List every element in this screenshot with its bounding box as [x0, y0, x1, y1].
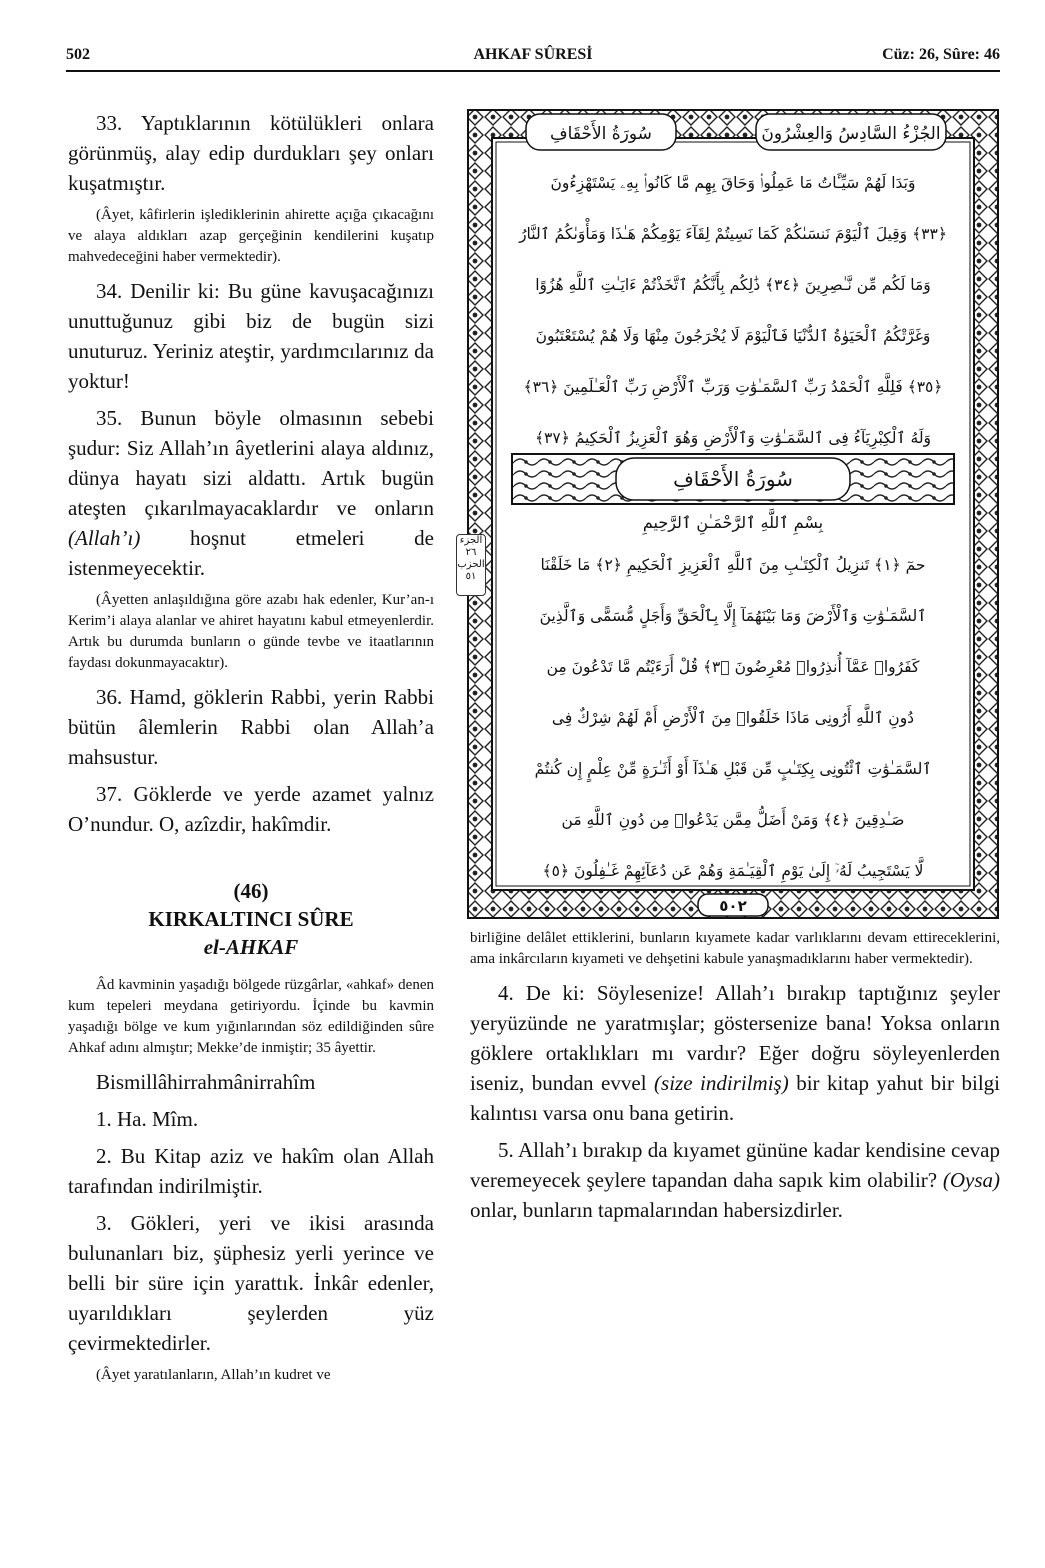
- verse-33: 33. Yaptıklarının kötülükleri onlara görünmüş, alay edip durdukları şey onları kuşatmıştır.: [68, 111, 434, 195]
- ar-line-11: ٱلسَّمَـٰوَٰتِ ٱئْتُونِى بِكِتَـٰبٍ مِّن قَبْلِ هَـٰذَآ أَوْ أَثَـٰرَةٍ مِّنْ عِلْمٍ إِن كُنتُمْ: [534, 760, 932, 778]
- sure-number: (46): [233, 879, 269, 903]
- verse-5: [470, 1135, 1000, 1225]
- verse-4-a: 4. De ki: Söylesenize! Allah’ı bırakıp taptığınız şeyler yeryüzünde ne yaratmışlar; göstersenize bana! Yoksa onların göklere ortaklıkları mı vardır? Eğer doğru söyleyenlerden iseniz, bundan evvel: [470, 981, 1000, 1095]
- verse-4-b: bir kitap yahut bir bilgi kalıntısı varsa onu bana getirin.: [470, 1071, 1000, 1125]
- hizb-marker: الجزء ٢٦ الحزب ٥١: [456, 534, 486, 596]
- page-header: [66, 46, 1000, 70]
- note-33: (Âyet, kâfirlerin işlediklerinin ahirette açığa çıkacağını ve alaya aldıkları azap gerçeğinin kendilerini kuşatıp mahvedeceğini haber vermektedir).: [68, 207, 434, 265]
- verse-1: 1. Ha. Mîm.: [96, 1107, 199, 1131]
- note-3-cont: birliğine delâlet ettiklerini, bunların kıyamete kadar varlıklarını devam ettireceklerini, ama inkârcıların kıyameti ve dehşetini kabule yanaşmadıklarını haber vermektedir).: [470, 930, 1000, 967]
- verse-2: 2. Bu Kitap aziz ve hakîm olan Allah tarafından indirilmiştir.: [68, 1144, 434, 1198]
- page-number: 502: [66, 46, 90, 63]
- page-title: AHKAF SÛRESİ: [473, 46, 593, 63]
- note-35: (Âyetten anlaşıldığına göre azabı hak edenler, Kur’an-ı Kerim’i alaya alanlar ve ahiret hayatını kabul etmeyenlerdir. Artık bu durumda bunların o günde tevbe ve itaatlarının faydası dokunmayacaktır).: [68, 592, 434, 671]
- ar-line-13: لَّا يَسْتَجِيبُ لَهُۥٓ إِلَىٰ يَوْمِ ٱلْقِيَـٰمَةِ وَهُمْ عَن دُعَآئِهِمْ غَـٰفِلُونَ ﴿٥﴾: [542, 862, 924, 880]
- verse-36: 36. Hamd, göklerin Rabbi, yerin Rabbi bütün âlemlerin Rabbi olan Allah’a mahsustur.: [68, 685, 434, 769]
- header-rule: [66, 70, 1000, 72]
- verse-3: 3. Gökleri, yeri ve ikisi arasında bulunanları biz, şüphesiz yerli yerince ve belli bir süre için yarattık. İnkâr edenler, uyarıldıkları şeylerden yüz çevirmektedirler.: [68, 1211, 434, 1355]
- juz-label-ar: الجُزْءُ السَّادِسُ وَالعِشْرُونَ: [761, 124, 941, 144]
- mushaf-page: [466, 108, 1000, 920]
- ar-line-8: ٱلسَّمَـٰوَٰتِ وَٱلْأَرْضَ وَمَا بَيْنَهُمَآ إِلَّا بِٱلْحَقِّ وَأَجَلٍ مُّسَمًّى وَٱلَّذِينَ: [539, 607, 927, 625]
- left-column: [68, 108, 434, 1394]
- ar-line-10: دُونِ ٱللَّهِ أَرُونِى مَاذَا خَلَقُوا۟ مِنَ ٱلْأَرْضِ أَمْ لَهُمْ شِرْكٌ فِى: [551, 709, 915, 727]
- ar-line-5: ﴿٣٥﴾ فَلِلَّهِ ٱلْحَمْدُ رَبِّ ٱلسَّمَـٰوَٰتِ وَرَبِّ ٱلْأَرْضِ رَبِّ ٱلْعَـٰلَمِينَ ﴿٣٦﴾: [523, 378, 943, 396]
- verse-5-a: 5. Allah’ı bırakıp da kıyamet gününe kadar kendisine cevap veremeyecek şeylere tapandan daha sapık kim olabilir?: [470, 1138, 1000, 1192]
- verse-4: [470, 978, 1000, 1128]
- ar-line-4: وَغَرَّتْكُمُ ٱلْحَيَوٰةُ ٱلدُّنْيَا فَٱلْيَوْمَ لَا يُخْرَجُونَ مِنْهَا وَلَا هُمْ يُسْتَعْتَبُونَ: [535, 327, 931, 345]
- ar-line-12: صَـٰدِقِينَ ﴿٤﴾ وَمَنْ أَضَلُّ مِمَّن يَدْعُوا۟ مِن دُونِ ٱللَّهِ مَن: [561, 811, 905, 829]
- ar-line-2: ﴿٣٣﴾ وَقِيلَ ٱلْيَوْمَ نَنسَىٰكُمْ كَمَا نَسِيتُمْ لِقَآءَ يَوْمِكُمْ هَـٰذَا وَمَأْوَىٰكُمُ ٱلنَّارُ: [519, 225, 947, 243]
- verse-35: [68, 403, 434, 583]
- right-column: [470, 928, 1000, 1232]
- ar-line-1: وَبَدَا لَهُمْ سَيِّـَٔاتُ مَا عَمِلُوا۟ وَحَاقَ بِهِم مَّا كَانُوا۟ بِهِۦ يَسْتَهْزِءُونَ: [550, 174, 916, 192]
- sure-title: KIRKALTINCI SÛRE: [148, 907, 354, 931]
- ar-line-7: حمٓ ﴿١﴾ تَنزِيلُ ٱلْكِتَـٰبِ مِنَ ٱللَّهِ ٱلْعَزِيزِ ٱلْحَكِيمِ ﴿٢﴾ مَا خَلَقْنَا: [540, 556, 926, 574]
- page-number-ar: ٥٠٢: [719, 897, 747, 915]
- sure-heading: [68, 877, 434, 961]
- note-3: (Âyet yaratılanların, Allah’ın kudret ve: [96, 1367, 331, 1383]
- ar-line-3: وَمَا لَكُم مِّن نَّـٰصِرِينَ ﴿٣٤﴾ ذَٰلِكُم بِأَنَّكُمُ ٱتَّخَذْتُمْ ءَايَـٰتِ ٱللَّهِ هُزُوًا: [535, 276, 931, 294]
- verse-34: 34. Denilir ki: Bu güne kavuşacağınızı unuttuğunuz gibi biz de bugün sizi unuturuz. Yeriniz ateştir, yardımcılarınız da yoktur!: [68, 279, 434, 393]
- verse-35-b: hoşnut etmeleri de istenmeyecektir.: [68, 526, 434, 580]
- verse-5-italic: (Oysa): [942, 1168, 1000, 1192]
- verse-4-italic: (size indirilmiş): [654, 1071, 789, 1095]
- juz-sure-label: Cüz: 26, Sûre: 46: [882, 46, 1000, 63]
- ar-line-9: كَفَرُوا۟ عَمَّآ أُنذِرُوا۟ مُعْرِضُونَ ﴿٣﴾ قُلْ أَرَءَيْتُم مَّا تَدْعُونَ مِن: [546, 658, 920, 676]
- verse-35-italic: (Allah’ı): [68, 526, 141, 550]
- sure-name: el-AHKAF: [203, 935, 299, 959]
- basmala-ar: بِسْمِ ٱللَّهِ ٱلرَّحْمَـٰنِ ٱلرَّحِيمِ: [642, 513, 824, 532]
- sure-label-ar: سُورَةُ الأَحْقَافِ: [550, 124, 652, 144]
- sure-intro: Âd kavminin yaşadığı bölgede rüzgârlar, «ahkaf» denen kum tepeleri meydana getiriyordu. İçinde bu kavmin yaşadığı bölge ve kum yığınlarından söz edildiğinden sûre Ahkaf adını almıştır; Mekke’de inmiştir; 35 âyettir.: [68, 977, 434, 1056]
- ar-line-6: وَلَهُ ٱلْكِبْرِيَآءُ فِى ٱلسَّمَـٰوَٰتِ وَٱلْأَرْضِ وَهُوَ ٱلْعَزِيزُ ٱلْحَكِيمُ ﴿٣٧﴾: [534, 429, 932, 447]
- verse-37: 37. Göklerde ve yerde azamet yalnız O’nundur. O, azîzdir, hakîmdir.: [68, 782, 434, 836]
- verse-5-b: onlar, bunların tapmalarından habersizdirler.: [470, 1198, 843, 1222]
- verse-35-a: 35. Bunun böyle olmasının sebebi şudur: Siz Allah’ın âyetlerini alaya aldınız, dünya hayatı sizi aldattı. Artık bugün ateşten çıkarılmayacaklardır ve onların: [68, 406, 434, 520]
- sure-banner-text: سُورَةُ الأَحْقَافِ: [673, 467, 793, 491]
- basmala-tr: Bismillâhirrahmânirrahîm: [96, 1070, 316, 1094]
